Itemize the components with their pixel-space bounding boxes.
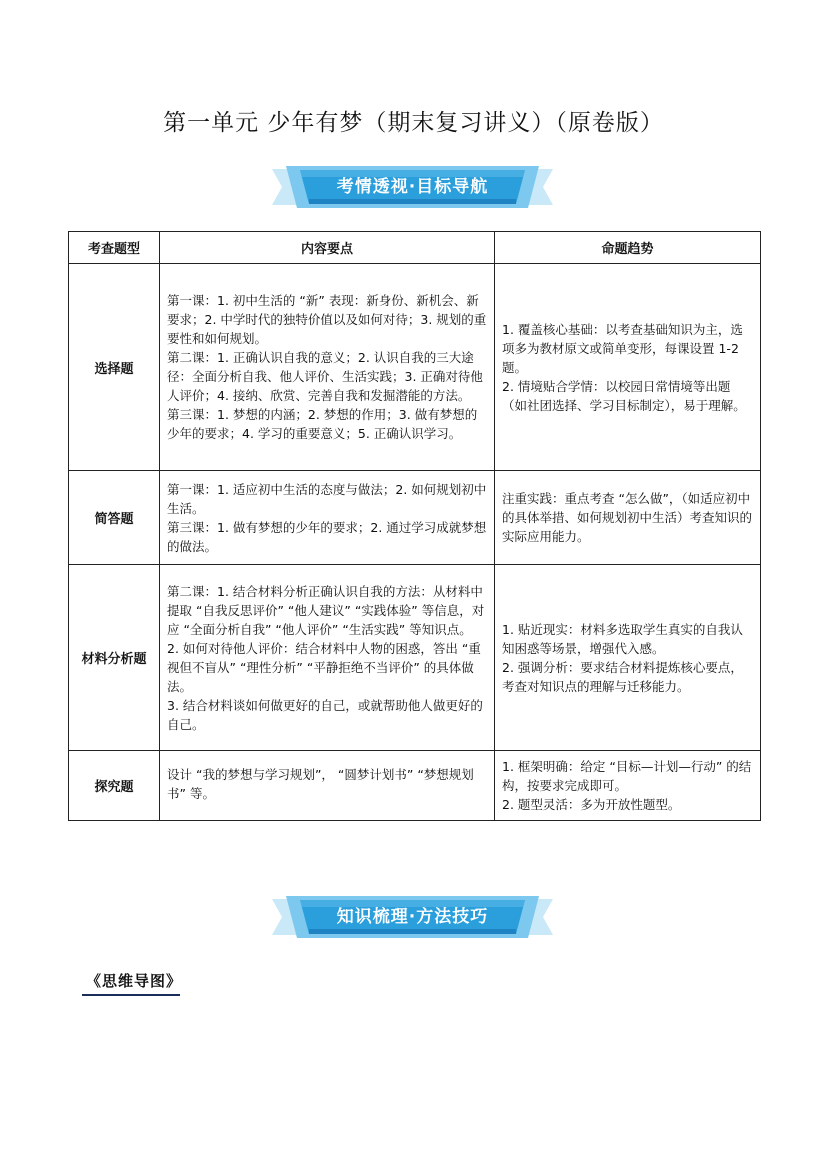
content-point: 第一课：1. 初中生活的 “新” 表现：新身份、新机会、新要求；2. 中学时代的独特价值以及如何对待；3. 规划的重要性和如何规划。 — [167, 293, 487, 346]
trend-points — [495, 264, 761, 471]
trend-point: 1. 贴近现实：材料多选取学生真实的自我认知困惑等场景，增强代入感。 — [502, 621, 743, 656]
table-row — [69, 471, 761, 565]
question-type: 材料分析题 — [69, 565, 160, 751]
content-points — [160, 751, 495, 821]
table-header-row — [69, 232, 761, 264]
knowledge-banner-text: 知识梳理·方法技巧 — [336, 907, 489, 927]
page-title: 第一单元 少年有梦（期末复习讲义）（原卷版） — [163, 110, 664, 136]
content-point: 设计 “我的梦想与学习规划”， “圆梦计划书” “梦想规划书” 等。 — [167, 767, 474, 801]
trend-point: 2. 情境贴合学情：以校园日常情境等出题（如社团选择、学习目标制定），易于理解。 — [502, 378, 746, 413]
table-row — [69, 264, 761, 471]
trend-points — [495, 751, 761, 821]
column-header-type: 考查题型 — [69, 232, 160, 264]
trend-point: 2. 强调分析：要求结合材料提炼核心要点，考查对知识点的理解与迁移能力。 — [502, 659, 743, 694]
content-point: 第三课：1. 梦想的内涵；2. 梦想的作用；3. 做有梦想的少年的要求；4. 学习的重要意义；5. 正确认识学习。 — [167, 407, 478, 441]
column-header-content: 内容要点 — [160, 232, 495, 264]
content-point: 第一课：1. 适应初中生活的态度与做法；2. 如何规划初中生活。 — [167, 481, 487, 516]
exam-analysis-table — [68, 231, 761, 821]
table-row — [69, 751, 761, 821]
content-point: 2. 如何对待他人评价：结合材料中人物的困惑，答出 “重视但不盲从” “理性分析” “平静拒绝不当评价” 的具体做法。 — [167, 640, 481, 694]
trend-point: 1. 框架明确：给定 “目标—计划—行动” 的结构，按要求完成即可。 — [502, 759, 752, 793]
content-point: 第二课：1. 结合材料分析正确认识自我的方法：从材料中提取 “自我反思评价” “他人建议” “实践体验” 等信息，对应 “全面分析自我” “他人评价” “生活实践” 等知识点。 — [167, 583, 485, 637]
exam-overview-banner-text: 考情透视·目标导航 — [336, 177, 489, 197]
table-row — [69, 565, 761, 751]
content-point: 第二课：1. 正确认识自我的意义；2. 认识自我的三大途径：全面分析自我、他人评价、生活实践；3. 正确对待他人评价；4. 接纳、欣赏、完善自我和发掘潜能的方法。 — [167, 350, 483, 403]
trend-points — [495, 471, 761, 565]
knowledge-banner — [272, 893, 553, 941]
trend-point: 1. 覆盖核心基础：以考查基础知识为主，选项多为教材原文或简单变形，每课设置 1-2 题。 — [502, 321, 743, 375]
content-point: 3. 结合材料谈如何做更好的自己，或就帮助他人做更好的自己。 — [167, 697, 483, 732]
question-type: 探究题 — [69, 751, 160, 821]
content-points — [160, 565, 495, 751]
content-points — [160, 264, 495, 471]
mind-map-heading-underline — [82, 994, 180, 996]
exam-overview-banner — [272, 163, 553, 211]
column-header-trend: 命题趋势 — [495, 232, 761, 264]
trend-point: 2. 题型灵活：多为开放性题型。 — [502, 797, 681, 812]
mind-map-heading: 《思维导图》 — [86, 972, 183, 990]
content-point: 第三课：1. 做有梦想的少年的要求；2. 通过学习成就梦想的做法。 — [167, 519, 487, 554]
content-points — [160, 471, 495, 565]
trend-points — [495, 565, 761, 751]
trend-point: 注重实践：重点考查 “怎么做”，（如适应初中的具体举措、如何规划初中生活）考查知识的实际应用能力。 — [502, 491, 753, 544]
question-type: 选择题 — [69, 264, 160, 471]
question-type: 简答题 — [69, 471, 160, 565]
